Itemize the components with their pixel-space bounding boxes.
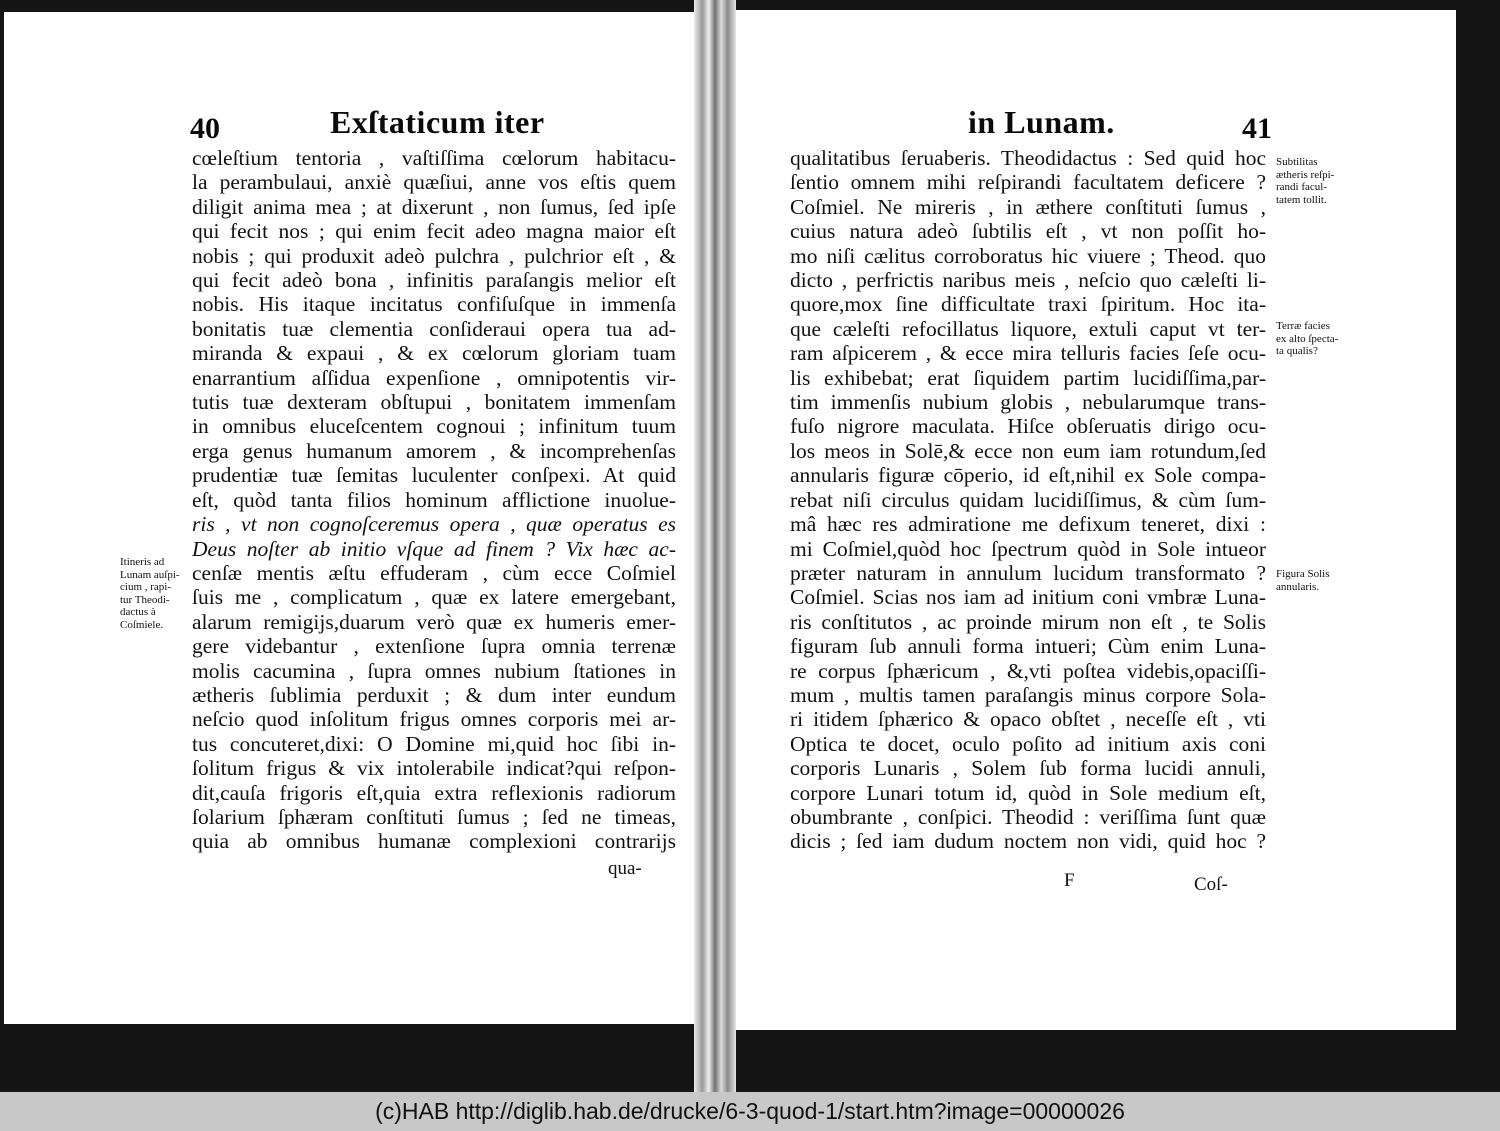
margin-note-line: ta qualis? <box>1276 345 1318 357</box>
right-page <box>736 10 1456 1030</box>
signature-mark: F <box>1064 870 1075 891</box>
margin-note-line: Coſmiele. <box>120 618 164 631</box>
text-line: eſt, quòd tanta filios hominum afflictione inuolue- <box>192 487 676 512</box>
right-body-text <box>790 146 1266 854</box>
text-line: rebat niſi circulus quidam lucidiſſimus, & cùm ſum- <box>790 487 1266 512</box>
text-line: fuſo nigrore maculata. Hiſce obſeruatis dirigo ocu- <box>790 414 1266 439</box>
page-number: 40 <box>190 112 220 145</box>
text-line: dicto , perfrictis naribus meis , neſcio quo cæleſti li- <box>790 268 1266 293</box>
margin-note-line: tur Theodi- <box>120 593 170 606</box>
text-line: lis exhibebat; erat ſiquidem partim lucidiſſima,par- <box>790 365 1266 390</box>
margin-note <box>120 556 180 631</box>
text-line: dit,cauſa frigoris eſt,quia extra reflexionis radiorum <box>192 780 676 805</box>
text-line: ſolarium ſphæram conſtituti ſumus ; ſed ne timeas, <box>192 804 676 829</box>
text-line: annularis figuræ cōperio, id eſt,nihil ex Sole compa- <box>790 463 1266 488</box>
text-line: ram aſpicerem , & ecce mira telluris facies ſeſe ocu- <box>790 341 1266 366</box>
text-line: ris conſtitutos , ac proinde mirum non eſt , te Solis <box>790 609 1266 634</box>
margin-note-line: dactus à <box>120 606 156 618</box>
margin-note <box>1276 568 1329 593</box>
text-line: corporis Lunaris , Solem ſub forma lucidi annuli, <box>790 756 1266 781</box>
text-line: mum , multis tamen paraſangis minus corpore Sola- <box>790 682 1266 707</box>
book-gutter <box>694 0 736 1092</box>
margin-note-line: Subtilitas <box>1276 156 1318 168</box>
text-line: neſcio quod inſolitum frigus omnes corporis mei ar- <box>192 707 676 732</box>
page-number: 41 <box>1242 112 1272 145</box>
text-line: dicis ; ſed iam dudum noctem non vidi, quid hoc ? <box>790 829 1266 854</box>
margin-note-line: tatem tollit. <box>1276 193 1327 206</box>
left-body-text <box>192 146 676 854</box>
running-head: in Lunam. <box>968 104 1115 140</box>
text-line: nobis. His itaque incitatus confiſuſque in immenſa <box>192 292 676 317</box>
margin-note-line: Figura Solis <box>1276 568 1330 580</box>
text-line: in omnibus eluceſcentem cognoui ; infinitum tuum <box>192 414 676 439</box>
margin-note <box>1276 156 1334 206</box>
text-line: la perambulaui, anxiè quæſiui, anne vos eſtis quem <box>192 170 676 195</box>
text-line: cenſæ mentis æſtu effuderam , cùm ecce Coſmiel <box>192 560 676 585</box>
text-line: los meos in Solē,& ecce non eum iam rotundum,ſed <box>790 438 1266 463</box>
text-line: nobis ; qui produxit adeò pulchra , pulchrior eſt , & <box>192 243 676 268</box>
text-line: re corpus ſphæricum , &,vti poſtea videbis,opaciſſi- <box>790 658 1266 683</box>
text-line: cuius natura adeò ſubtilis eſt , vt non poſſit ho- <box>790 219 1266 244</box>
text-line: præter naturam in annulum lucidum transformato ? <box>790 560 1266 585</box>
catchword: Coſ- <box>1194 874 1228 895</box>
text-line: ris , vt non cognoſceremus opera , quæ operatus es <box>192 512 676 537</box>
margin-note-line: Terræ facies <box>1276 320 1330 332</box>
text-line: figuram ſub annuli forma intueri; Cùm enim Luna- <box>790 634 1266 659</box>
margin-note-line: Lunam auſpi- <box>120 568 180 581</box>
margin-note-line: ætheris reſpi- <box>1276 168 1335 181</box>
text-line: qui fecit adeò bona , infinitis paraſangis melior eſt <box>192 268 676 293</box>
text-line: mo niſi cælitus corroboratus hic viuere ; Theod. quo <box>790 243 1266 268</box>
text-line: obumbrante , conſpici. Theodid : veriſſima ſunt quæ <box>790 804 1266 829</box>
left-page <box>4 12 694 1024</box>
margin-note-line: Itineris ad <box>120 556 165 568</box>
text-line: ætheris ſublimia perduxit ; & dum inter eundum <box>192 682 676 707</box>
text-line: Deus noſter ab initio vſque ad finem ? Vix hæc ac- <box>192 536 676 561</box>
text-line: qualitatibus ſeruaberis. Theodidactus : Sed quid hoc <box>790 146 1266 170</box>
text-line: erga genus humanum amorem , & incomprehenſas <box>192 438 676 463</box>
text-line: tus concuteret,dixi: O Domine mi,quid hoc ſibi in- <box>192 731 676 756</box>
text-line: miranda & expaui , & ex cœlorum gloriam tuam <box>192 341 676 366</box>
text-line: mi Coſmiel,quòd hoc ſpectrum quòd in Sole intueor <box>790 536 1266 561</box>
text-line: enarrantium aſſidua expenſione , omnipotentis vir- <box>192 365 676 390</box>
text-line: quore,mox ſine difficultate traxi ſpiritum. Hoc ita- <box>790 292 1266 317</box>
text-line: ſentio omnem mihi reſpirandi facultatem deficere ? <box>790 170 1266 195</box>
text-line: diligit anima mea ; at dixerunt , non ſumus, ſed ipſe <box>192 194 676 219</box>
catchword: qua- <box>608 858 642 879</box>
text-line: molis cacumina , ſupra omnes nubium ſtationes in <box>192 658 676 683</box>
margin-note-line: randi facul- <box>1276 181 1327 193</box>
copyright-footer: (c)HAB http://diglib.hab.de/drucke/6-3-quod-1/start.htm?image=00000026 <box>0 1092 1500 1131</box>
margin-note-line: cium , rapi- <box>120 581 172 593</box>
text-line: alarum remigijs,duarum verò quæ ex humeris emer- <box>192 609 676 634</box>
text-line: bonitatis tuæ clementia conſideraui opera tua ad- <box>192 316 676 341</box>
margin-note-line: annularis. <box>1276 580 1320 593</box>
text-line: ſolitum frigus & vix intolerabile indicat?qui reſpon- <box>192 756 676 781</box>
text-line: Coſmiel. Scias nos iam ad initium coni vmbræ Luna- <box>790 585 1266 610</box>
margin-note-line: ex alto ſpecta- <box>1276 332 1339 345</box>
text-line: ri itidem ſphærico & opaco obſtet , neceſſe eſt , vti <box>790 707 1266 732</box>
text-line: qui fecit nos ; qui enim fecit adeo magna maior eſt <box>192 219 676 244</box>
text-line: tim immenſis nubium globis , nebularumque trans- <box>790 390 1266 415</box>
text-line: que cæleſti refocillatus liquore, extuli caput vt ter- <box>790 316 1266 341</box>
text-line: cœleſtium tentoria , vaſtiſſima cœlorum habitacu- <box>192 146 676 170</box>
text-line: Optica te docet, oculo poſito ad initium axis coni <box>790 731 1266 756</box>
text-line: prudentiæ tuæ ſemitas luculenter conſpexi. At quid <box>192 463 676 488</box>
running-head: Exſtaticum iter <box>330 104 545 140</box>
text-line: corpore Lunari totum id, quòd in Sole medium eſt, <box>790 780 1266 805</box>
text-line: ſuis me , complicatum , quæ ex latere emergebant, <box>192 585 676 610</box>
text-line: tutis tuæ dexteram obſtupui , bonitatem immenſam <box>192 390 676 415</box>
text-line: quia ab omnibus humanæ complexioni contrarijs <box>192 829 676 854</box>
text-line: mâ hæc res admiratione me defixum teneret, dixi : <box>790 512 1266 537</box>
text-line: Coſmiel. Ne mireris , in æthere conſtituti ſumus , <box>790 194 1266 219</box>
text-line: gere videbantur , extenſione ſupra omnia terrenæ <box>192 634 676 659</box>
margin-note <box>1276 320 1338 358</box>
